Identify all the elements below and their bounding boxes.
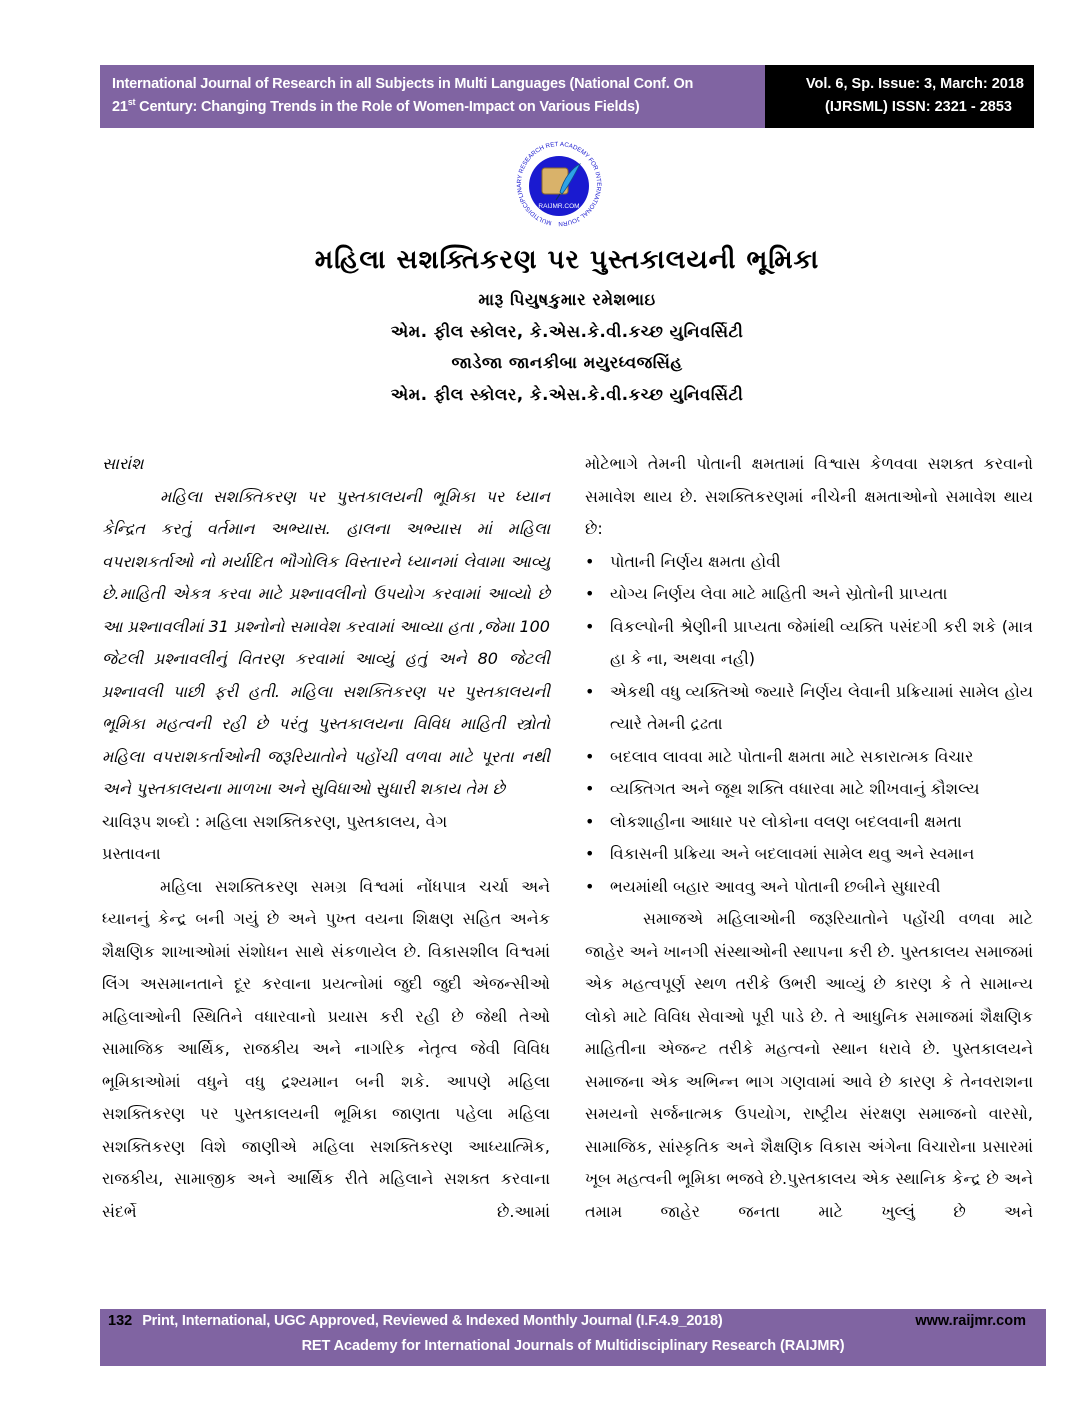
journal-title-line1: International Journal of Research in all Subjects in Multi Languages (National Conf. On [112, 76, 694, 92]
century-number: 21 [112, 99, 128, 115]
list-item: • લોકશાહીના આધાર પર લોકોના વલણ બદલવાની ક્ષમતા [610, 806, 1033, 839]
journal-footer [100, 1309, 1046, 1366]
introduction-paragraph: મહિલા સશક્તિકરણ સમગ્ર વિશ્વમાં નોંધપાત્ર ચર્ચા અને ધ્યાનનું કેન્દ્ર બની ગયું છે અને પુખ્ત વયના શિક્ષણ સહિત અનેક શૈક્ષણિક શાખાઓમાં સંશોધન સાથે સંકળાયેલ છે. વિકાસશીલ વિશ્વમાં લિંગ અસમાનતાને દૂર કરવાના પ્રયત્નોમાં જુદી જુદી એજન્સીઓ મહિલાઓની સ્થિતિને વધારવાનો પ્રયાસ કરી રહી છે જેથી તેઓ સામાજિક આર્થિક, રાજકીય અને નાગરિક નેતૃત્વ જેવી વિવિધ ભૂમિકાઓમાં વધુને વધુ દ્રશ્યમાન બની શકે. આપણે મહિલા સશક્તિકરણ પર પુસ્તકાલયની ભૂમિકા જાણતા પહેલા મહિલા સશક્તિકરણ વિશે જાણીએ મહિલા સશક્તિકરણ આધ્યાત્મિક, રાજકીય, સામાજીક અને આર્થિક રીતે મહિલાને સશક્ત કરવાના સંદર્ભે છે.આમાં [102, 876, 550, 1221]
list-item: • બદલાવ લાવવા માટે પોતાની ક્ષમતા માટે સકારાત્મક વિચાર [610, 741, 1033, 774]
website-link[interactable]: www.raijmr.com [915, 1313, 1026, 1329]
journal-title-banner [100, 65, 765, 128]
author-affiliation: એમ. ફીલ સ્કોલર, કે.એસ.કે.વી.કચ્છ યુનિવર્સિટી [390, 321, 744, 341]
conference-title: Century: Changing Trends in the Role of Women-Impact on Various Fields) [135, 99, 640, 115]
logo-center-text: RAIJMR.COM [538, 203, 580, 210]
empowerment-capabilities-list [585, 546, 1033, 904]
author-name: જાડેજા જાનકીબા મયુરધ્વજસિંહ [451, 353, 683, 372]
keywords-text: મહિલા સશક્તિકરણ, પુસ્તકાલય, વેગ [200, 811, 448, 831]
left-column [102, 448, 550, 1228]
journal-header [100, 65, 1034, 128]
introduction-paragraph-continued: મોટેભાગે તેમની પોતાની ક્ષમતામાં વિશ્વાસ કેળવવા સશક્ત કરવાનો સમાવેશ થાય છે. સશક્તિકરણમાં નીચેની ક્ષમતાઓનો સમાવેશ થાય છે: [585, 454, 1033, 538]
volume-banner [765, 65, 1034, 128]
keywords [102, 806, 550, 839]
introduction-heading: પ્રસ્તાવના [102, 844, 161, 863]
article-header [100, 240, 1034, 410]
library-role-paragraph: સમાજએ મહિલાઓની જરૂરિયાતોને પહોંચી વળવા માટે જાહેર અને ખાનગી સંસ્થાઓની સ્થાપના કરી છે. પુસ્તકાલય સમાજમાં એક મહત્વપૂર્ણ સ્થળ તરીકે ઉભરી આવ્યું છે કારણ કે તે સામાન્ય લોકો માટે વિવિધ સેવાઓ પૂરી પાડે છે. તે આધુનિક સમાજમાં શૈક્ષણિક માહિતીના એજન્ટ તરીકે મહત્વનો સ્થાન ધરાવે છે. પુસ્તકાલયને સમાજના એક અભિન્ન ભાગ ગણવામાં આવે છે કારણ કે તેનવરાશના સમયનો સર્જનાત્મક ઉપયોગ, રાષ્ટ્રીય સંરક્ષણ સમાજનો વારસો, સામાજિક, સાંસ્કૃતિક અને શૈક્ષણિક વિકાસ અંગેના વિચારોના પ્રસારમાં ખૂબ મહત્વની ભૂમિકા ભજવે છે.પુસ્તકાલય એક સ્થાનિક કેન્દ્ર છે અને તમામ જાહેર જનતા માટે ખુલ્લું છે અને [585, 909, 1033, 1221]
page-number: 132 [108, 1313, 133, 1329]
list-item: • પોતાની નિર્ણય ક્ષમતા હોવી [610, 546, 1033, 579]
quill-scroll-emblem-icon [502, 138, 616, 234]
footer-row [108, 1313, 1026, 1329]
list-item: • વિકાસની પ્રક્રિયા અને બદલાવમાં સામેલ થવુ અને સ્વમાન [610, 838, 1033, 871]
journal-description: Print, International, UGC Approved, Reviewed & Indexed Monthly Journal (I.F.4.9_2018) [142, 1313, 723, 1329]
article-title: મહિલા સશક્તિકરણ પર પુસ્તકાલયની ભૂમિકા [314, 245, 820, 275]
logo-ring-text: MULTIDISCIPLINARY RESEARCH RET ACADEMY FOR INTERNATIONAL JOURN [516, 140, 603, 228]
right-column [585, 448, 1033, 1228]
list-item: • ભયમાંથી બહાર આવવુ અને પોતાની છબીને સુધારવી [610, 871, 1033, 904]
list-item: • વ્યક્તિગત અને જૂથ શક્તિ વધારવા માટે શીખવાનું કૌશલ્ય [610, 773, 1033, 806]
century-suffix: st [127, 97, 136, 108]
raijmr-logo [502, 138, 616, 234]
abstract-heading: સારાંશ [102, 454, 144, 473]
author-name: મારૂ પિયુષકુમાર રમેશભાઇ [478, 290, 656, 309]
issn-info: (IJRSML) ISSN: 2321 - 2853 [825, 99, 1012, 115]
list-item: • એકથી વધુ વ્યક્તિઓ જ્યારે નિર્ણય લેવાની પ્રક્રિયામાં સામેલ હોય ત્યારે તેમની દ્રઢતા [610, 676, 1033, 741]
list-item: • યોગ્ય નિર્ણય લેવા માટે માહિતી અને સ્રોતોની પ્રાપ્યતા [610, 578, 1033, 611]
author-affiliation: એમ. ફીલ સ્કોલર, કે.એસ.કે.વી.કચ્છ યુનિવર્સિટી [390, 384, 744, 404]
journal-title-line2 [112, 96, 765, 119]
abstract-text: મહિલા સશક્તિકરણ પર પુસ્તકાલયની ભૂમિકા પર ધ્યાન કેન્દ્રિત કરતું વર્તમાન અભ્યાસ. હાલના અભ્યાસ માં મહિલા વપરાશકર્તાઓ નો મર્યાદિત ભૌગોલિક વિસ્તારને ધ્યાનમાં લેવામા આવ્યુ છે.માહિતી એકત્ર કરવા માટે પ્રશ્નાવલીનો ઉપયોગ કરવામાં આવ્યો છે આ પ્રશ્નાવલીમાં 31 પ્રશ્નોનો સમાવેશ કરવામાં આવ્યા હતા ,જેમા 100 જેટલી પ્રશ્નાવલીનું વિતરણ કરવામાં આવ્યું હતું અને 80 જેટલી પ્રશ્નાવલી પાછી ફરી હતી. મહિલા સશક્તિકરણ પર પુસ્તકાલયની ભૂમિકા મહત્વની રહી છે પરંતુ પુસ્તકાલયના વિવિધ માહિતી સ્ત્રોતો મહિલા વપરાશકર્તાઓની જરૂરિયાતોને પહોંચી વળવા માટે પૂરતા નથી અને પુસ્તકાલયના માળખા અને સુવિધાઓ સુધારી શકાય તેમ છે [102, 486, 550, 798]
volume-info: Vol. 6, Sp. Issue: 3, March: 2018 [805, 76, 1024, 92]
list-item: • વિકલ્પોની શ્રેણીની પ્રાપ્યતા જેમાંથી વ્યક્તિ પસંદગી કરી શકે (માત્ર હા કે ના, અથવા નહી) [610, 611, 1033, 676]
publisher-name: RET Academy for International Journals of Multidisciplinary Research (RAIJMR) [301, 1338, 845, 1354]
keywords-label: ચાવિરૂપ શબ્દો : [102, 811, 201, 831]
